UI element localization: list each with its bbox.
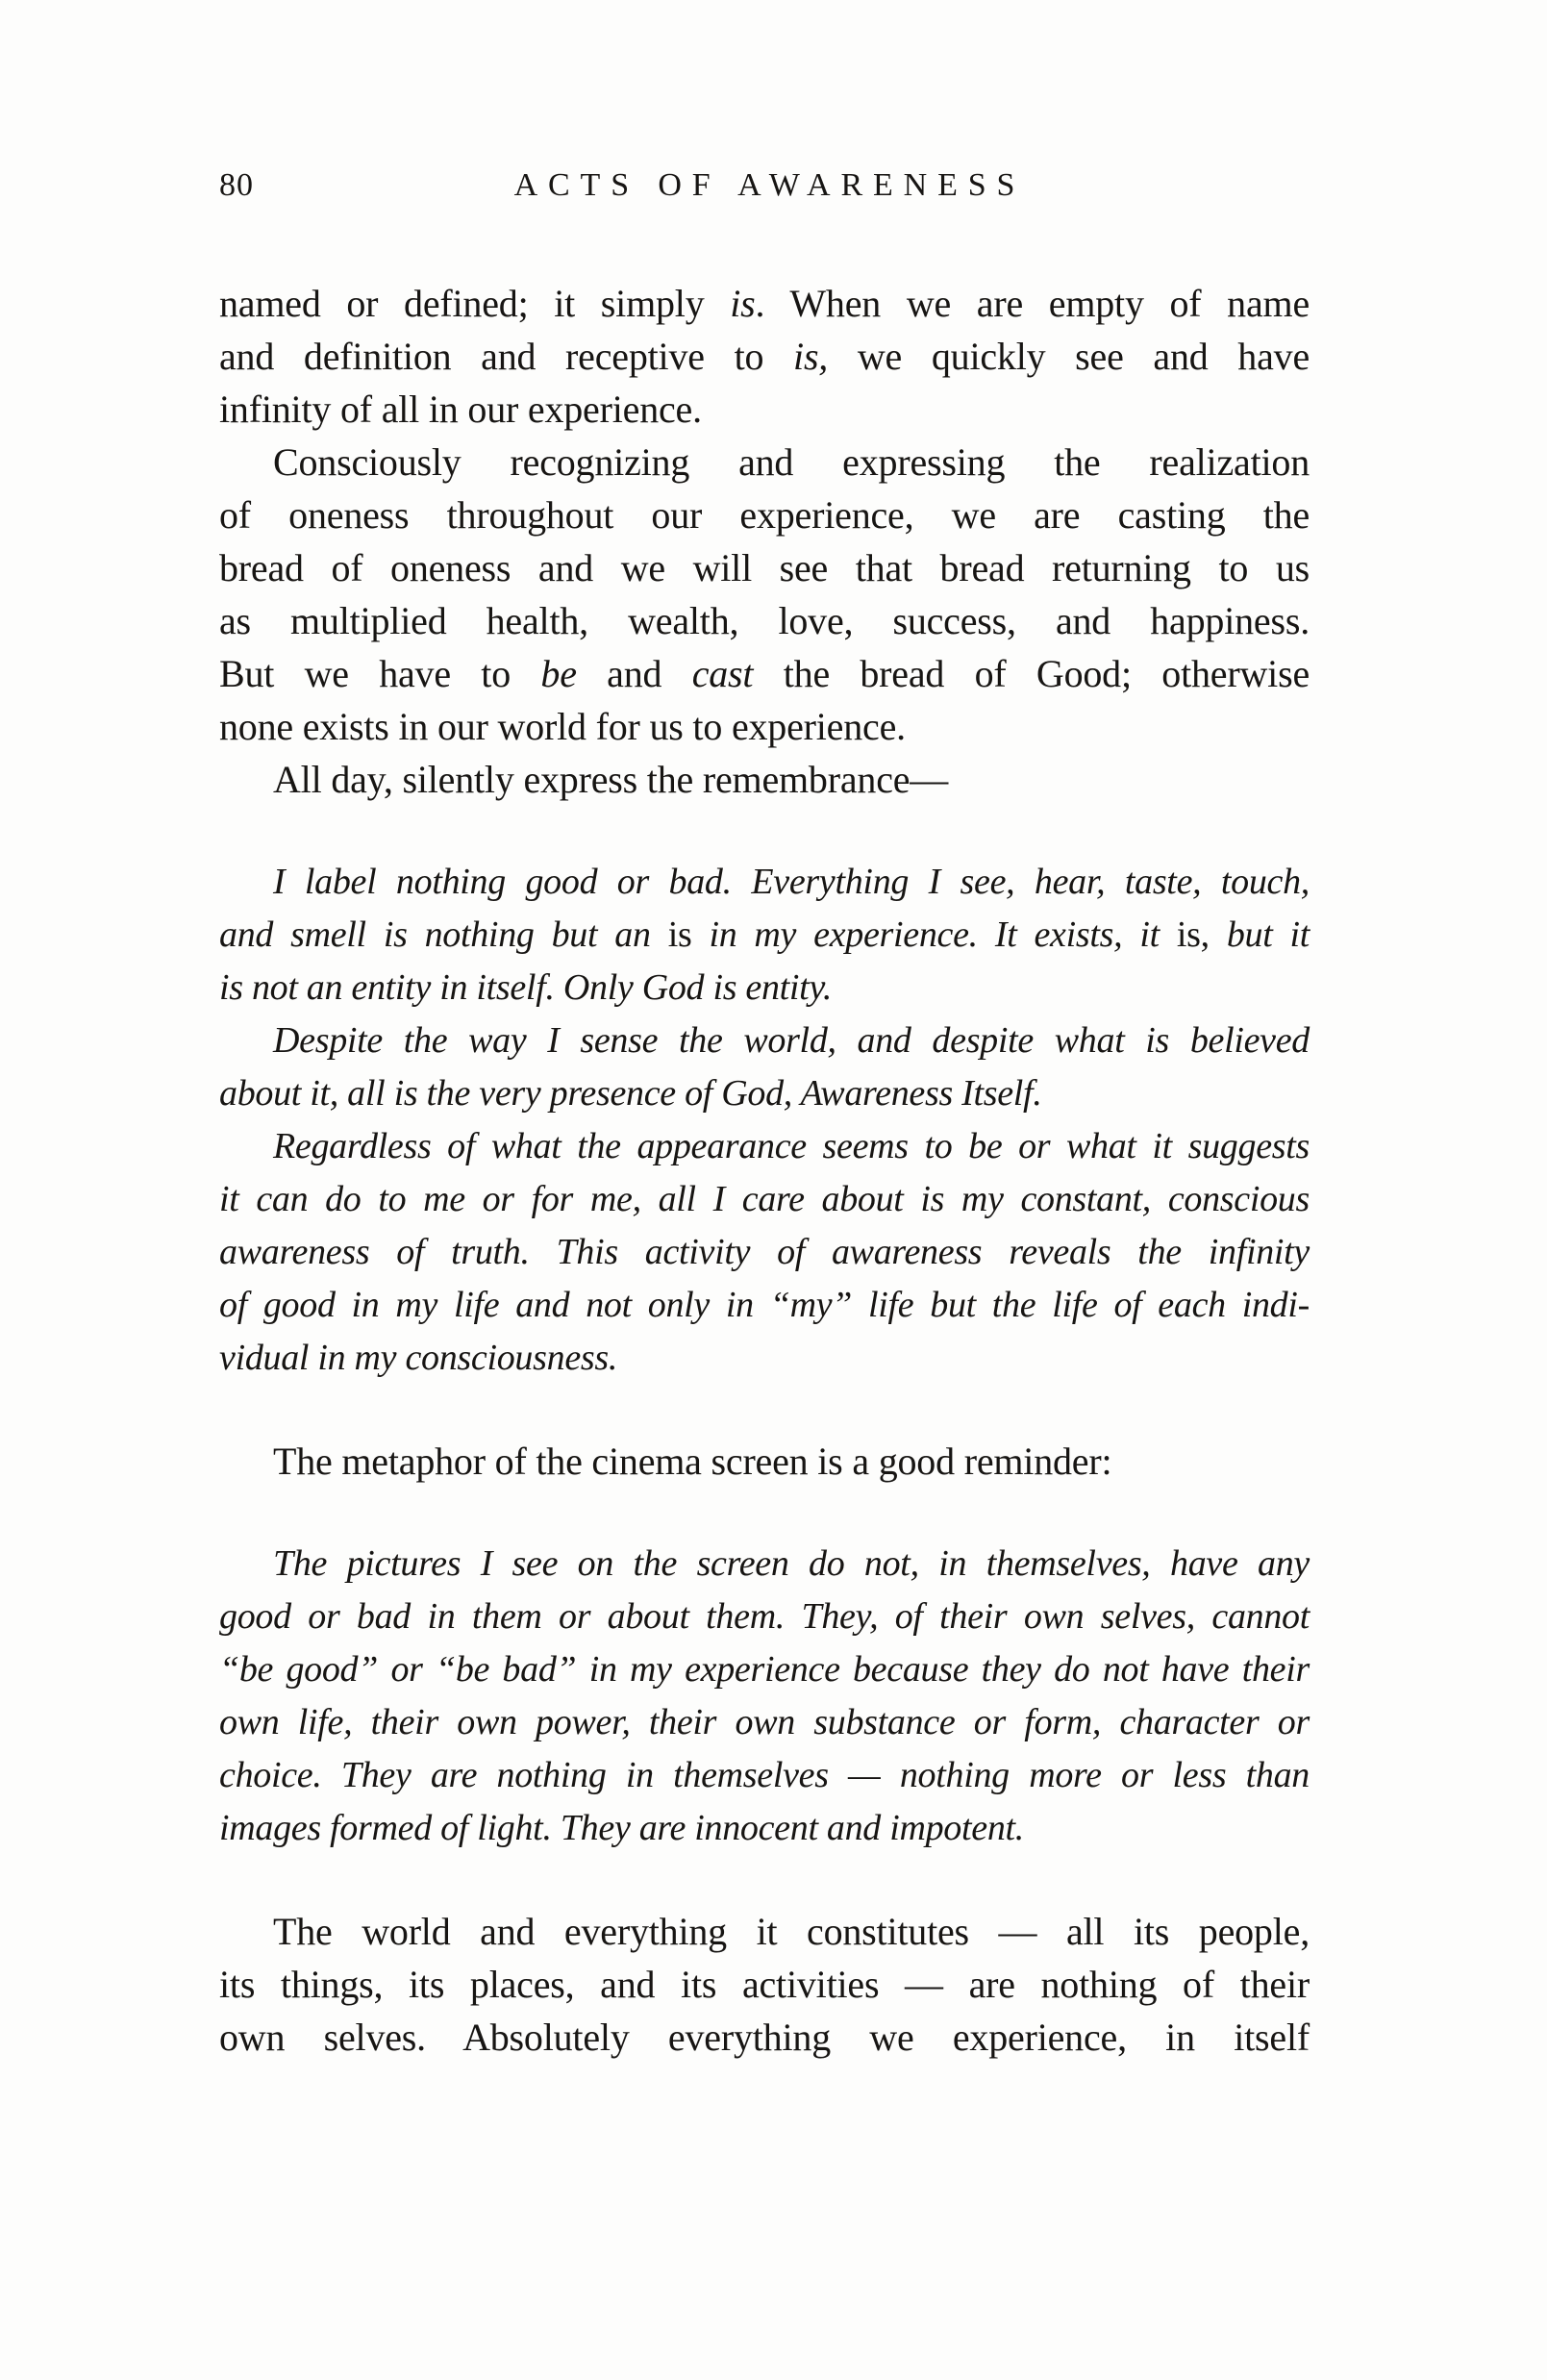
text-line: The world and everything it constitutes — all its people, <box>273 1910 1310 1953</box>
text-line: “be good” or “be bad” in my experience because they do not have their <box>219 1649 1310 1690</box>
text-line: as multiplied health, wealth, love, success, and happiness. <box>219 599 1310 642</box>
text-line: Consciously recognizing and expressing the realization <box>273 440 1310 484</box>
text-line: I label nothing good or bad. Everything I see, hear, taste, touch, <box>273 862 1310 902</box>
text-line: named or defined; it simply is. When we are empty of name <box>219 282 1310 325</box>
text-line: none exists in our world for us to experience. <box>219 705 906 748</box>
text-line: its things, its places, and its activities — are nothing of their <box>219 1963 1310 2006</box>
text-line: own life, their own power, their own substance or form, character or <box>219 1702 1310 1742</box>
text-line: awareness of truth. This activity of awareness reveals the infinity <box>219 1232 1310 1272</box>
text-line: and smell is nothing but an is in my experience. It exists, it is, but it <box>219 914 1310 955</box>
text-line: Despite the way I sense the world, and despite what is believed <box>273 1020 1310 1061</box>
text-line: is not an entity in itself. Only God is entity. <box>219 967 833 1008</box>
text-line: of oneness throughout our experience, we are casting the <box>219 493 1310 537</box>
text-line: and definition and receptive to is, we quickly see and have <box>219 335 1310 378</box>
paragraph <box>219 436 1310 753</box>
running-head-title: ACTS OF AWARENESS <box>513 167 1026 203</box>
italic-paragraph <box>219 1538 1310 1855</box>
text-line: infinity of all in our experience. <box>219 388 702 431</box>
text-line: Regardless of what the appearance seems to be or what it suggests <box>273 1126 1310 1166</box>
text-line: bread of oneness and we will see that bread returning to us <box>219 546 1310 589</box>
text-line: vidual in my consciousness. <box>219 1338 618 1378</box>
italic-paragraph <box>219 856 1310 1015</box>
page-number: 80 <box>219 167 254 203</box>
text-line: choice. They are nothing in themselves — nothing more or less than <box>219 1755 1310 1795</box>
paragraph <box>219 277 1310 436</box>
paragraph <box>219 753 1310 806</box>
running-header <box>219 163 1310 208</box>
text-line: it can do to me or for me, all I care about is my constant, conscious <box>219 1179 1310 1219</box>
text-line: images formed of light. They are innocent and impotent. <box>219 1808 1024 1848</box>
text-line: But we have to be and cast the bread of Good; otherwise <box>219 652 1310 695</box>
text-line: The metaphor of the cinema screen is a good reminder: <box>273 1440 1112 1483</box>
text-line: good or bad in them or about them. They, of their own selves, cannot <box>219 1596 1310 1637</box>
text-line: The pictures I see on the screen do not, in themselves, have any <box>273 1543 1310 1584</box>
page-content <box>219 163 1310 2064</box>
text-line: of good in my life and not only in “my” life but the life of each indi- <box>219 1285 1310 1325</box>
paragraph <box>219 1435 1310 1488</box>
text-line: All day, silently express the remembrance— <box>273 758 949 801</box>
italic-paragraph <box>219 1120 1310 1385</box>
text-line: own selves. Absolutely everything we experience, in itself <box>219 2016 1310 2059</box>
italic-paragraph <box>219 1015 1310 1120</box>
text-line: about it, all is the very presence of God, Awareness Itself. <box>219 1073 1042 1114</box>
text-block-container <box>219 277 1310 2064</box>
paragraph <box>219 1905 1310 2064</box>
